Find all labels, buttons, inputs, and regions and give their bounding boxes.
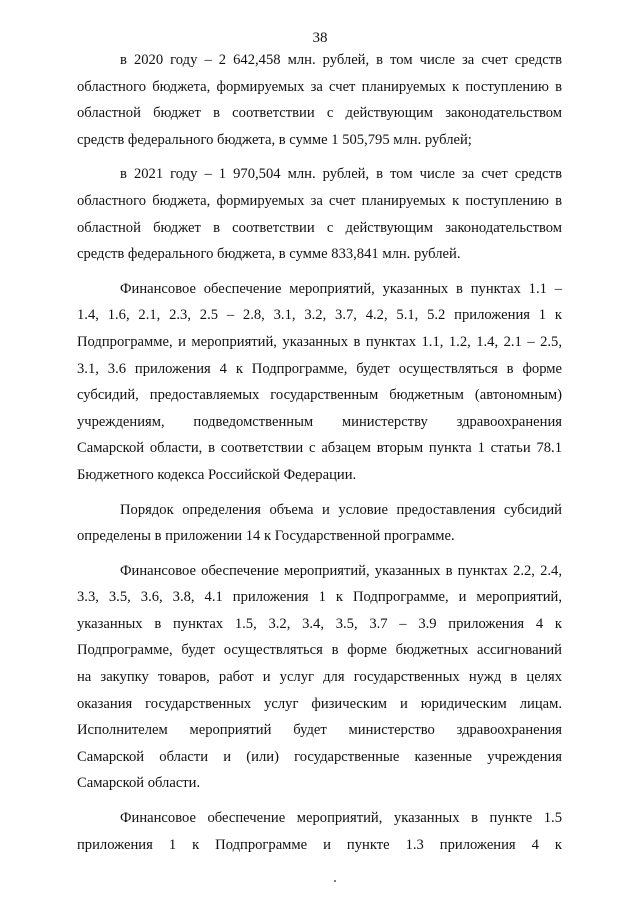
paragraph-continued [77, 805, 562, 858]
text-line: 3.3, 3.5, 3.6, 3.8, 4.1 приложения 1 к Подпрограмме, и мероприятий, [77, 589, 562, 606]
text-line: учреждениям, подведомственным министерству здравоохранения [77, 413, 562, 430]
text-line: областной бюджет в соответствии с действующим законодательством [77, 105, 562, 122]
text-line: определены в приложении 14 к Государственной программе. [77, 528, 455, 545]
text-line: оказания государственных услуг физическим и юридическим лицам. [77, 695, 562, 712]
text-line: средств федерального бюджета, в сумме 1 505,795 млн. рублей; [77, 131, 472, 148]
text-line: средств федерального бюджета, в сумме 833,841 млн. рублей. [77, 246, 461, 263]
text-line: Подпрограмме, будет осуществляться в форме бюджетных ассигнований [77, 642, 562, 659]
text-line: Самарской области, в соответствии с абзацем вторым пункта 1 статьи 78.1 [77, 440, 562, 457]
text-line: указанных в пунктах 1.5, 3.2, 3.4, 3.5, 3.7 – 3.9 приложения 4 к [77, 615, 562, 632]
text-line: Порядок определения объема и условие предоставления субсидий [120, 501, 562, 518]
text-line: 3.1, 3.6 приложения 4 к Подпрограмме, будет осуществляться в форме [77, 360, 562, 377]
document-body [77, 47, 562, 866]
text-line: областной бюджет в соответствии с действующим законодательством [77, 219, 562, 236]
text-line: в 2020 году – 2 642,458 млн. рублей, в том числе за счет средств [120, 52, 562, 68]
text-line: на закупку товаров, работ и услуг для государственных нужд в целях [77, 669, 562, 686]
paragraph-2020-funding [77, 47, 562, 153]
scan-speck [334, 880, 336, 882]
paragraph-subsidies [77, 276, 562, 489]
text-line: Исполнителем мероприятий будет министерство здравоохранения [77, 722, 562, 739]
text-line: Финансовое обеспечение мероприятий, указанных в пункте 1.5 [120, 810, 562, 827]
text-line: субсидий, предоставляемых государственным бюджетным (автономным) [77, 387, 562, 404]
page-number: 38 [312, 30, 328, 46]
text-line: Финансовое обеспечение мероприятий, указанных в пунктах 2.2, 2.4, [120, 562, 562, 579]
text-line: Самарской области. [77, 775, 201, 792]
text-line: областного бюджета, формируемых за счет планируемых к поступлению в [77, 78, 562, 95]
paragraph-2021-funding [77, 161, 562, 267]
text-line: приложения 1 к Подпрограмме и пункте 1.3 приложения 4 к [77, 836, 562, 853]
paragraph-budget-allocations [77, 558, 562, 797]
text-line: Бюджетного кодекса Российской Федерации. [77, 466, 357, 483]
text-line: в 2021 году – 1 970,504 млн. рублей, в том числе за счет средств [120, 166, 562, 183]
text-line: Подпрограмме, и мероприятий, указанных в пунктах 1.1, 1.2, 1.4, 2.1 – 2.5, [77, 333, 562, 350]
text-line: Финансовое обеспечение мероприятий, указанных в пунктах 1.1 – [120, 280, 562, 297]
text-line: областного бюджета, формируемых за счет планируемых к поступлению в [77, 192, 562, 209]
text-line: 1.4, 1.6, 2.1, 2.3, 2.5 – 2.8, 3.1, 3.2, 3.7, 4.2, 5.1, 5.2 приложения 1 к [77, 307, 562, 324]
text-line: Самарской области и (или) государственные казенные учреждения [77, 748, 562, 765]
paragraph-subsidy-procedure [77, 497, 562, 550]
